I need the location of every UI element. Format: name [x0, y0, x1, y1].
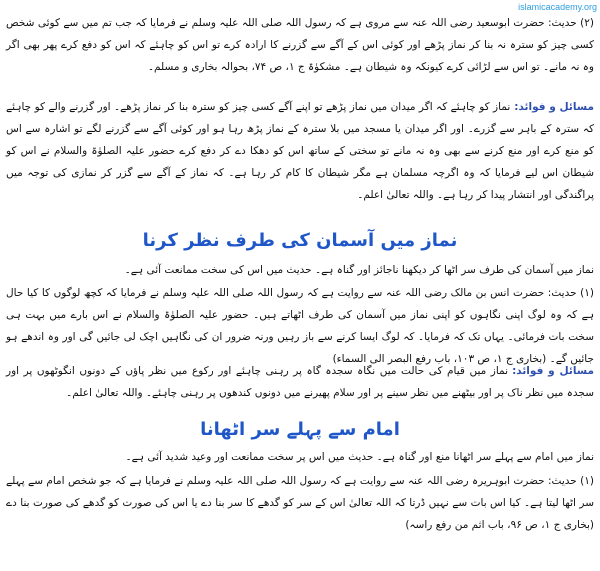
masail-paragraph-1 [6, 96, 594, 206]
intro-paragraph-3: نماز میں امام سے پہلے سر اٹھانا منع اور گناہ ہے۔ حدیث میں اس پر سخت ممانعت اور وعید شدید آئی ہے۔ [125, 451, 594, 463]
section-heading-head-raise: امام سے پہلے سر اٹھانا [200, 419, 400, 440]
masail-label-1: مسائل و فوائد: [514, 101, 594, 113]
hadith-paragraph-2: (۱) حدیث: حضرت انس بن مالک رضی اللہ عنہ سے روایت ہے کہ رسول اللہ صلی اللہ علیہ وسلم نے فرمایا کہ کچھ لوگوں کا کیا حال ہے کہ وہ لوگ اپنی نگاہوں کو اپنی نماز میں آسمان کی طرف اٹھاتے ہیں۔ حضور علیہ الصلوٰۃ والسلام نے اس بارے میں بہت ہی سخت بات فرمائی۔ یہاں تک کہ فرمایا۔ کہ لوگ ایسا کرنے سے باز رہیں ورنہ ضرور ان کی نگاہیں اچک لی جائیں گی اور وہ اندھے ہو جائیں گے۔ (بخاری ج ۱، ص ۱۰۳، باب رفع البصر الی السماء) [6, 287, 594, 365]
hadith-paragraph-3: (۱) حدیث: حضرت ابوہریرہ رضی اللہ عنہ سے روایت ہے کہ رسول اللہ صلی اللہ علیہ وسلم نے فرمایا ہے کہ جو شخص امام سے پہلے سر اٹھا لیتا ہے۔ کیا اس بات سے نہیں ڈرتا کہ اللہ تعالیٰ اس کے سر کو گدھے کا سر بنا دے یا اس کی صورت کو گدھے کی صورت بنا دے (بخاری ج ۱، ص ۹۶، باب اثم من رفع راسہ) [6, 475, 594, 531]
masail-paragraph-2 [6, 360, 594, 404]
masail-text-2: نماز میں قیام کی حالت میں نگاہ سجدہ گاہ پر رہنی چاہئے اور رکوع میں نظر پاؤں کے دونوں انگوٹھوں پر اور سجدہ میں نظر ناک پر اور بیٹھنے میں نظر سینے پر اور سلام پھیرنے میں دونوں کندھوں پر رہنی چاہئے۔ واللہ تعالیٰ اعلم۔ [6, 365, 594, 399]
watermark: islamicacademy.org [518, 2, 597, 12]
section-heading-sky-gaze: نماز میں آسمان کی طرف نظر کرنا [142, 230, 458, 251]
masail-label-2: مسائل و فوائد: [512, 365, 594, 377]
intro-paragraph-2: نماز میں آسمان کی طرف سر اٹھا کر دیکھنا ناجائز اور گناہ ہے۔ حدیث میں اس کی سخت ممانعت آئی ہے۔ [124, 264, 594, 276]
hadith-paragraph-1: (۲) حدیث: حضرت ابوسعید رضی اللہ عنہ سے مروی ہے کہ رسول اللہ صلی اللہ علیہ وسلم نے فرمایا کہ جب تم میں سے کوئی شخص کسی چیز کو سترہ نہ بنا کر نماز پڑھے اور کوئی اس کے آگے سے گزرنے کا ارادہ کرے تو اس کو چاہئے کہ اس کو دفع کرے پھر بھی اگر وہ نہ مانے۔ تو اس سے لڑائی کرے کیونکہ وہ شیطان ہے۔ مشکوٰۃ ج ۱، ص ۷۴، بحوالہ بخاری و مسلم۔ [6, 17, 594, 73]
masail-text-1: نماز کو چاہئے کہ اگر میدان میں نماز پڑھے تو اپنے آگے کسی چیز کو سترہ بنا کر نماز پڑھے۔ اور گزرنے والے کو چاہئے کہ سترہ کے باہر سے گزرے۔ اور اگر میدان یا مسجد میں بلا سترہ کے نماز پڑھ رہا ہو اور کوئی آگے سے گزرنے لگے تو اشارہ سے اس کو منع کرے اور منع کرنے سے بھی وہ نہ مانے تو سختی کے ساتھ اس کو دھکا دے کر دفع کرے حضور علیہ الصلوٰۃ والسلام نے اس کو شیطان اس لیے فرمایا کہ وہ اگرچہ مسلمان ہے مگر شیطان کا کام کر رہا ہے۔ کہ نماز کے آگے سے گزر کر نمازی کی توجہ میں پراگندگی اور انتشار پیدا کر رہا ہے۔ واللہ تعالیٰ اعلم۔ [6, 101, 594, 201]
